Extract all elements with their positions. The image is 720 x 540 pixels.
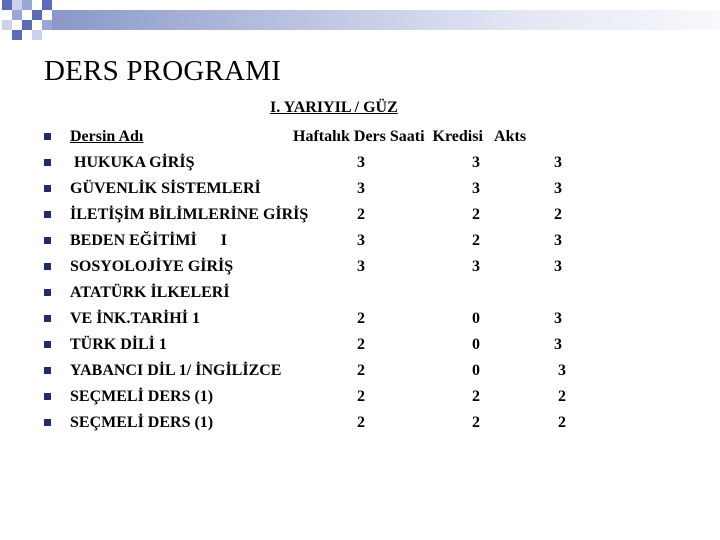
header-decoration	[0, 0, 720, 40]
course-hours: 2	[357, 388, 365, 405]
course-akts: 2	[558, 414, 566, 431]
table-row	[0, 280, 720, 306]
checker-square	[32, 30, 42, 40]
table-row	[0, 358, 720, 384]
course-akts: 3	[558, 362, 566, 379]
header-columns: Haftalık Ders Saati Kredisi Akts	[293, 128, 527, 145]
course-credit: 3	[472, 180, 480, 197]
header-course-name: Dersin Adı	[70, 128, 144, 145]
course-akts: 3	[554, 154, 562, 171]
bullet-icon	[44, 315, 51, 322]
table-row	[0, 228, 720, 254]
bullet-icon	[44, 211, 51, 218]
table-row	[0, 384, 720, 410]
bullet-icon	[44, 185, 51, 192]
course-name: İLETİŞİM BİLİMLERİNE GİRİŞ	[70, 206, 309, 223]
checker-square	[2, 0, 12, 10]
course-hours: 3	[357, 232, 365, 249]
checker-square	[2, 20, 12, 30]
gradient-bar	[52, 10, 720, 30]
course-credit: 2	[472, 206, 480, 223]
bullet-icon	[44, 237, 51, 244]
course-name: BEDEN EĞİTİMİ I	[70, 232, 227, 249]
table-row	[0, 410, 720, 436]
course-hours: 2	[357, 310, 365, 327]
table-row	[0, 306, 720, 332]
bullet-icon	[44, 341, 51, 348]
course-hours: 2	[357, 206, 365, 223]
checker-square	[12, 30, 22, 40]
course-hours: 2	[357, 336, 365, 353]
course-akts: 3	[554, 310, 562, 327]
course-credit: 0	[472, 362, 480, 379]
course-name: TÜRK DİLİ 1	[70, 336, 167, 353]
course-akts: 3	[554, 232, 562, 249]
course-akts: 3	[554, 180, 562, 197]
header-row	[0, 124, 720, 150]
bullet-icon	[44, 263, 51, 270]
course-akts: 2	[558, 388, 566, 405]
checker-square	[22, 20, 32, 30]
course-hours: 2	[357, 414, 365, 431]
bullet-icon	[44, 133, 51, 140]
checker-square	[12, 10, 22, 20]
course-hours: 2	[357, 362, 365, 379]
course-name: SOSYOLOJİYE GİRİŞ	[70, 258, 234, 275]
course-credit: 3	[472, 258, 480, 275]
course-credit: 0	[472, 310, 480, 327]
course-name: YABANCI DİL 1/ İNGİLİZCE	[70, 362, 282, 379]
course-credit: 2	[472, 232, 480, 249]
table-row	[0, 332, 720, 358]
table-row	[0, 254, 720, 280]
course-name: ATATÜRK İLKELERİ	[70, 284, 230, 301]
checker-square	[32, 10, 42, 20]
bullet-icon	[44, 419, 51, 426]
table-row	[0, 202, 720, 228]
course-hours: 3	[357, 180, 365, 197]
course-name: VE İNK.TARİHİ 1	[70, 310, 200, 327]
checker-square	[42, 0, 52, 10]
bullet-icon	[44, 393, 51, 400]
semester-subtitle: I. YARIYIL / GÜZ	[270, 99, 398, 116]
course-credit: 2	[472, 388, 480, 405]
course-akts: 2	[554, 206, 562, 223]
course-akts: 3	[554, 336, 562, 353]
checker-square	[12, 0, 22, 10]
course-name: SEÇMELİ DERS (1)	[70, 414, 214, 431]
checker-square	[42, 20, 52, 30]
bullet-icon	[44, 367, 51, 374]
bullet-icon	[44, 289, 51, 296]
table-row	[0, 176, 720, 202]
bullet-icon	[44, 159, 51, 166]
page-title: DERS PROGRAMI	[44, 55, 282, 87]
table-row	[0, 150, 720, 176]
course-name: SEÇMELİ DERS (1)	[70, 388, 214, 405]
course-akts: 3	[554, 258, 562, 275]
checker-square	[22, 0, 32, 10]
course-credit: 3	[472, 154, 480, 171]
course-credit: 2	[472, 414, 480, 431]
course-hours: 3	[357, 258, 365, 275]
course-hours: 3	[357, 154, 365, 171]
course-credit: 0	[472, 336, 480, 353]
course-name: GÜVENLİK SİSTEMLERİ	[70, 180, 261, 197]
course-name: HUKUKA GİRİŞ	[70, 154, 195, 171]
